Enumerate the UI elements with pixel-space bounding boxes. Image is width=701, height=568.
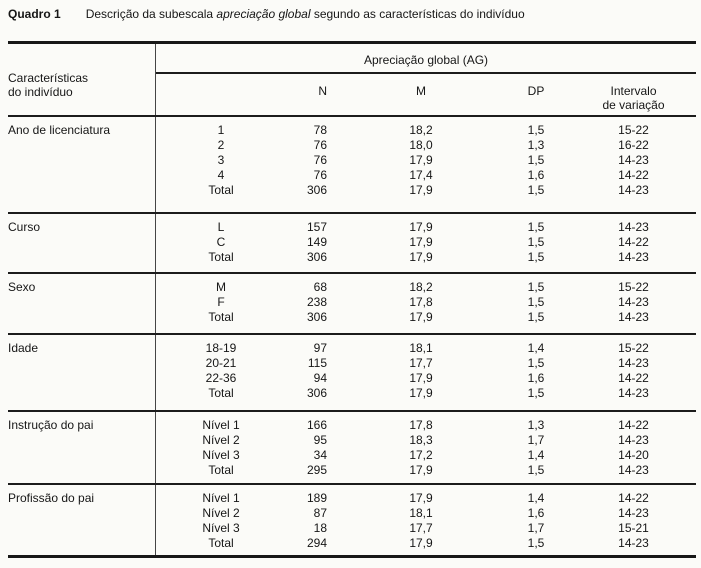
cell-dp: 1,5 [527, 220, 545, 234]
cell-m: 17,7 [409, 356, 433, 370]
cell-n: 76 [313, 138, 327, 152]
cell-n: 306 [306, 250, 327, 264]
data-row [156, 235, 696, 250]
cell-range: 16-22 [618, 138, 649, 152]
data-row [156, 153, 696, 168]
cell-m: 18,1 [409, 341, 433, 355]
cell-category: Nível 2 [202, 506, 240, 520]
cell-category: 20-21 [205, 356, 237, 370]
data-row [156, 138, 696, 153]
cell-m: 17,9 [409, 310, 433, 324]
cell-category: Nível 1 [202, 491, 240, 505]
cell-n: 34 [313, 448, 327, 462]
cell-n: 306 [306, 183, 327, 197]
cell-range: 14-23 [618, 433, 649, 447]
cell-m: 18,2 [409, 280, 433, 294]
span-header: Apreciação global (AG) [156, 44, 696, 74]
column-header-range-line1: Intervalo [610, 84, 657, 98]
cell-category: Nível 1 [202, 418, 240, 432]
cell-dp: 1,6 [527, 168, 545, 182]
cell-range: 15-22 [618, 280, 649, 294]
cell-range: 14-23 [618, 463, 649, 477]
cell-n: 238 [306, 295, 327, 309]
cell-range: 14-22 [618, 371, 649, 385]
cell-m: 17,9 [409, 250, 433, 264]
cell-category: Total [208, 536, 234, 550]
data-row-total [156, 183, 696, 198]
cell-range: 15-22 [618, 123, 649, 137]
cell-dp: 1,5 [527, 295, 545, 309]
cell-m: 17,9 [409, 386, 433, 400]
cell-n: 306 [306, 386, 327, 400]
cell-range: 14-23 [618, 356, 649, 370]
caption-desc-before: Descrição da subescala [85, 7, 217, 21]
cell-n: 149 [306, 235, 327, 249]
section-rows [155, 412, 696, 483]
cell-range: 14-23 [618, 310, 649, 324]
cell-dp: 1,5 [527, 183, 545, 197]
cell-m: 17,9 [409, 463, 433, 477]
cell-n: 115 [307, 356, 327, 370]
cell-m: 17,9 [409, 220, 433, 234]
cell-category: 1 [217, 123, 225, 137]
section-label: Curso [8, 220, 41, 234]
cell-n: 295 [306, 463, 327, 477]
column-header-range-line2: de variação [602, 98, 665, 112]
cell-m: 17,8 [409, 418, 433, 432]
cell-range: 14-22 [618, 491, 649, 505]
cell-dp: 1,4 [527, 448, 545, 462]
cell-dp: 1,5 [527, 250, 545, 264]
cell-range: 14-23 [618, 506, 649, 520]
cell-dp: 1,5 [527, 280, 545, 294]
data-row [156, 418, 696, 433]
data-row-total [156, 386, 696, 401]
cell-dp: 1,5 [527, 356, 545, 370]
column-header-dp: DP [527, 84, 545, 98]
header-data-area [155, 44, 696, 115]
cell-category: C [216, 235, 226, 249]
column-header-range [571, 84, 696, 117]
section-rows [155, 117, 696, 212]
cell-n: 95 [313, 433, 327, 447]
cell-category: M [216, 280, 226, 294]
section-label: Instrução do pai [8, 418, 94, 432]
cell-range: 14-22 [618, 168, 649, 182]
table-section-ano-de-licenciatura [8, 117, 696, 212]
cell-category: L [217, 220, 225, 234]
row-header [8, 44, 155, 115]
cell-n: 94 [313, 371, 327, 385]
cell-m: 17,9 [409, 371, 433, 385]
data-row-total [156, 250, 696, 265]
data-row [156, 220, 696, 235]
table-caption [8, 7, 693, 22]
data-row [156, 491, 696, 506]
cell-dp: 1,5 [527, 386, 545, 400]
data-row [156, 433, 696, 448]
cell-dp: 1,6 [527, 506, 545, 520]
column-header-category [156, 84, 286, 117]
data-row [156, 168, 696, 183]
cell-m: 17,4 [409, 168, 433, 182]
section-rows [155, 485, 696, 555]
cell-category: Nível 3 [202, 521, 240, 535]
cell-m: 18,1 [409, 506, 433, 520]
cell-m: 17,9 [409, 491, 433, 505]
cell-category: 22-36 [205, 371, 237, 385]
caption-desc-after: segundo as características do indivíduo [310, 7, 525, 21]
table-section-sexo [8, 272, 696, 333]
section-label: Ano de licenciatura [8, 123, 111, 137]
cell-category: 2 [217, 138, 225, 152]
section-label: Profissão do pai [8, 491, 95, 505]
cell-m: 17,9 [409, 153, 433, 167]
cell-range: 14-23 [618, 153, 649, 167]
cell-m: 17,8 [409, 295, 433, 309]
data-row-total [156, 536, 696, 551]
data-row [156, 295, 696, 310]
table-section-profissao-do-pai [8, 483, 696, 555]
cell-range: 15-21 [618, 521, 649, 535]
cell-n: 97 [313, 341, 327, 355]
cell-category: 18-19 [205, 341, 237, 355]
row-header-line1: Características [8, 71, 89, 85]
cell-range: 14-23 [618, 183, 649, 197]
data-row [156, 123, 696, 138]
cell-n: 18 [313, 521, 327, 535]
section-rows [155, 274, 696, 333]
data-row [156, 341, 696, 356]
cell-m: 18,0 [409, 138, 433, 152]
cell-category: 4 [217, 168, 225, 182]
cell-n: 306 [306, 310, 327, 324]
table-section-curso [8, 212, 696, 272]
cell-m: 17,2 [409, 448, 433, 462]
column-header-m: M [416, 84, 426, 98]
cell-n: 78 [313, 123, 327, 137]
data-row [156, 448, 696, 463]
cell-m: 18,3 [409, 433, 433, 447]
cell-range: 14-23 [618, 295, 649, 309]
cell-category: 3 [217, 153, 225, 167]
cell-dp: 1,5 [527, 536, 545, 550]
data-row [156, 280, 696, 295]
cell-m: 17,9 [409, 183, 433, 197]
section-rows [155, 335, 696, 410]
table-section-idade [8, 333, 696, 410]
data-row [156, 356, 696, 371]
cell-n: 157 [306, 220, 327, 234]
table-section-instrucao-do-pai [8, 410, 696, 483]
cell-category: Total [208, 386, 234, 400]
caption-label: Quadro 1 [8, 7, 61, 21]
column-headers [156, 74, 696, 117]
cell-dp: 1,5 [527, 463, 545, 477]
cell-range: 14-20 [618, 448, 649, 462]
cell-dp: 1,6 [527, 371, 545, 385]
cell-range: 14-23 [618, 250, 649, 264]
section-label: Idade [8, 341, 39, 355]
table-header [8, 44, 696, 117]
cell-n: 68 [313, 280, 327, 294]
section-rows [155, 214, 696, 272]
cell-m: 17,9 [409, 235, 433, 249]
column-header-n: N [318, 84, 327, 98]
cell-n: 189 [306, 491, 327, 505]
cell-dp: 1,7 [527, 521, 545, 535]
cell-dp: 1,5 [527, 235, 545, 249]
cell-m: 17,7 [409, 521, 433, 535]
cell-dp: 1,4 [527, 491, 545, 505]
section-label: Sexo [8, 280, 36, 294]
row-header-line2: do indivíduo [8, 85, 73, 99]
cell-dp: 1,4 [527, 341, 545, 355]
cell-category: F [217, 295, 225, 309]
cell-category: Total [208, 250, 234, 264]
cell-dp: 1,5 [527, 153, 545, 167]
cell-n: 87 [313, 506, 327, 520]
cell-n: 294 [306, 536, 327, 550]
cell-dp: 1,7 [527, 433, 545, 447]
cell-range: 15-22 [618, 341, 649, 355]
statistics-table [8, 41, 696, 558]
cell-m: 17,9 [409, 536, 433, 550]
cell-range: 14-22 [618, 235, 649, 249]
data-row-total [156, 310, 696, 325]
cell-category: Total [208, 183, 234, 197]
cell-dp: 1,3 [527, 138, 545, 152]
data-row [156, 521, 696, 536]
cell-range: 14-23 [618, 386, 649, 400]
cell-dp: 1,5 [527, 123, 545, 137]
caption-desc-italic: apreciação global [216, 7, 311, 21]
cell-dp: 1,3 [527, 418, 545, 432]
cell-n: 166 [306, 418, 327, 432]
data-row-total [156, 463, 696, 478]
cell-n: 76 [313, 168, 327, 182]
cell-category: Nível 2 [202, 433, 240, 447]
cell-range: 14-23 [618, 220, 649, 234]
cell-dp: 1,5 [527, 310, 545, 324]
cell-category: Total [208, 310, 234, 324]
cell-range: 14-23 [618, 536, 649, 550]
caption-text [86, 7, 525, 22]
cell-range: 14-22 [618, 418, 649, 432]
data-row [156, 371, 696, 386]
data-row [156, 506, 696, 521]
cell-m: 18,2 [409, 123, 433, 137]
cell-category: Nível 3 [202, 448, 240, 462]
cell-n: 76 [313, 153, 327, 167]
cell-category: Total [208, 463, 234, 477]
